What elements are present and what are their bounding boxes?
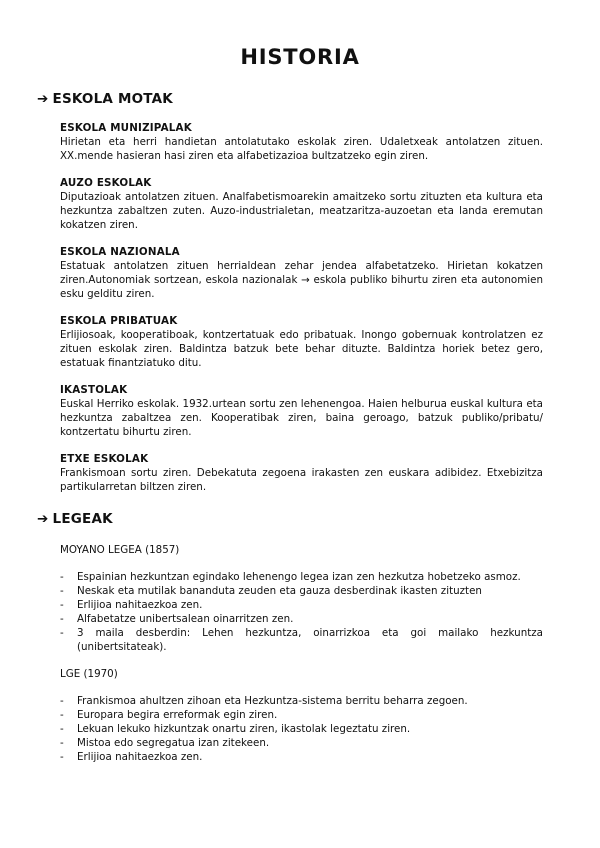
list-item (60, 612, 543, 626)
school-type-block (60, 452, 543, 494)
law-list-moyano (60, 570, 543, 654)
dash-bullet-icon: - (60, 709, 64, 721)
school-type-title: IKASTOLAK (60, 384, 128, 396)
dash-bullet-icon: - (60, 627, 64, 639)
school-type-text: Hirietan eta herri handietan antolatutako eskolak ziren. Udaletxeak antolatzen zituen. XX.mende hasieran hasi ziren eta alfabetizazioa bultzatzeko egin ziren. (60, 136, 543, 162)
list-item-text: Erlijioa nahitaezkoa zen. (77, 751, 203, 763)
school-type-text: Erlijiosoak, kooperatiboak, kontzertatuak edo pribatuak. Inongo gobernuak kontrolatzen ez zituen eskolak ziren. Baldintza batzuk bete behar dituzte. Baldintza horiek betez gero, estatuak finantziatuko ditu. (60, 329, 543, 369)
list-item-text: Neskak eta mutilak bananduta zeuden eta gauza desberdinak ikasten zituzten (77, 585, 482, 597)
list-item (60, 722, 543, 736)
school-type-block (60, 314, 543, 370)
list-item (60, 584, 543, 598)
dash-bullet-icon: - (60, 751, 64, 763)
list-item (60, 708, 543, 722)
list-item (60, 750, 543, 764)
school-type-title: AUZO ESKOLAK (60, 177, 152, 189)
school-type-block (60, 121, 543, 163)
arrow-right-icon: ➔ (37, 511, 49, 527)
list-item-text: Europara begira erreformak egin ziren. (77, 709, 278, 721)
dash-bullet-icon: - (60, 737, 64, 749)
list-item (60, 570, 543, 584)
dash-bullet-icon: - (60, 585, 64, 597)
arrow-right-icon: ➔ (37, 91, 49, 107)
section-heading-label: ESKOLA MOTAK (52, 91, 173, 107)
dash-bullet-icon: - (60, 695, 64, 707)
dash-bullet-icon: - (60, 613, 64, 625)
school-type-block (60, 245, 543, 301)
list-item-text: Mistoa edo segregatua izan zitekeen. (77, 737, 270, 749)
school-type-text: Diputazioak antolatzen zituen. Analfabetismoarekin amaitzeko sortu zituzten eta kultura eta hezkuntza zabaltzen zuten. Auzo-industrialetan, meatzaritza-auzoetan eta landa eremutan kokatzen ziren. (60, 191, 543, 231)
dash-bullet-icon: - (60, 599, 64, 611)
section-heading-legeak (37, 511, 113, 527)
list-item-text: Erlijioa nahitaezkoa zen. (77, 599, 203, 611)
school-type-block (60, 383, 543, 439)
school-type-title: ESKOLA NAZIONALA (60, 246, 180, 258)
list-item-text: Lekuan lekuko hizkuntzak onartu ziren, ikastolak legeztatu ziren. (77, 723, 411, 735)
school-type-title: ESKOLA PRIBATUAK (60, 315, 178, 327)
section-heading-eskola-motak (37, 91, 173, 107)
school-type-text: Frankismoan sortu ziren. Debekatuta zegoena irakasten zen euskara adibidez. Etxebizitza partikularretan biltzen ziren. (60, 467, 543, 493)
dash-bullet-icon: - (60, 723, 64, 735)
list-item (60, 626, 543, 654)
school-type-title: ETXE ESKOLAK (60, 453, 149, 465)
school-type-text: Estatuak antolatzen zituen herrialdean zehar jendea alfabetatzeko. Hirietan kokatzen ziren.Autonomiak sortzean, eskola nazionalak → eskola publiko bihurtu ziren eta autonomien esku gelditu ziren. (60, 260, 543, 300)
school-type-text: Euskal Herriko eskolak. 1932.urtean sortu zen lehenengoa. Haien helburua euskal kultura eta hezkuntza zabaltzea zen. Kooperatibak ziren, baina geroago, batzuk publiko/pribatu/ kontzertatu bihurtu ziren. (60, 398, 543, 438)
list-item (60, 694, 543, 708)
list-item-text: 3 maila desberdin: Lehen hezkuntza, oinarrizkoa eta goi mailako hezkuntza (unibertsitateak). (77, 627, 543, 653)
law-title-lge: LGE (1970) (60, 668, 118, 680)
list-item-text: Alfabetatze unibertsalean oinarritzen zen. (77, 613, 294, 625)
school-type-block (60, 176, 543, 232)
page-title: HISTORIA (240, 45, 360, 69)
law-list-lge (60, 694, 543, 764)
list-item (60, 598, 543, 612)
dash-bullet-icon: - (60, 571, 64, 583)
school-type-title: ESKOLA MUNIZIPALAK (60, 122, 192, 134)
list-item (60, 736, 543, 750)
law-title-moyano: MOYANO LEGEA (1857) (60, 544, 180, 556)
list-item-text: Espainian hezkuntzan egindako lehenengo legea izan zen hezkutza hobetzeko asmoz. (77, 571, 521, 583)
section-heading-label: LEGEAK (52, 511, 113, 527)
list-item-text: Frankismoa ahultzen zihoan eta Hezkuntza-sistema berritu beharra zegoen. (77, 695, 468, 707)
